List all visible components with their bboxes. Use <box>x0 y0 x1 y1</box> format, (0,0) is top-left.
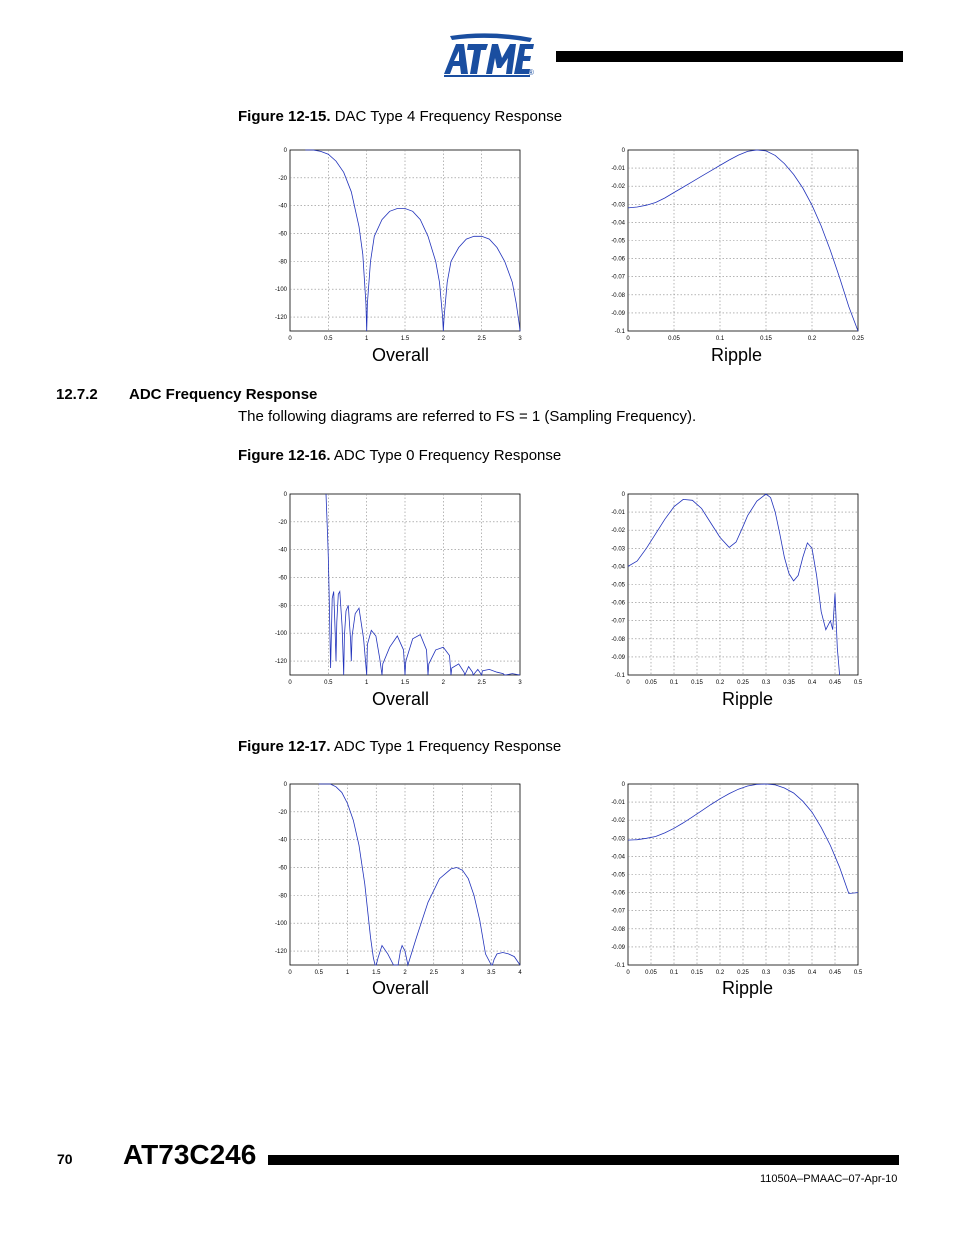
plot-adc1-overall <box>270 778 524 979</box>
x-tick-label: 1.5 <box>400 680 410 686</box>
plot-adc0-ripple <box>600 488 862 689</box>
atmel-logo <box>440 32 540 80</box>
chart-svg <box>600 488 862 689</box>
y-tick-label: -80 <box>278 893 287 900</box>
x-tick-label: 4 <box>518 970 522 976</box>
y-tick-label: -120 <box>274 949 287 956</box>
x-tick-label: 0 <box>626 680 630 686</box>
x-tick-label: 0.3 <box>761 680 771 686</box>
figure-title: ADC Type 0 Frequency Response <box>333 447 562 464</box>
x-tick-label: 0.15 <box>760 336 772 342</box>
x-tick-label: 0 <box>288 336 292 342</box>
y-tick-label: 0 <box>621 148 625 154</box>
x-tick-label: 0.25 <box>852 336 864 342</box>
y-tick-label: 0 <box>283 148 287 154</box>
x-tick-label: 1 <box>364 680 369 686</box>
section-title: ADC Frequency Response <box>129 386 318 403</box>
plot-dac4-overall <box>270 144 524 345</box>
y-tick-label: 0 <box>621 782 625 788</box>
x-tick-label: 0.3 <box>761 970 771 976</box>
figure-label: Figure 12-15. <box>238 108 331 125</box>
y-tick-label: -60 <box>278 865 287 872</box>
section-intro: The following diagrams are referred to FS = 1 (Sampling Frequency). <box>238 408 697 425</box>
y-tick-label: -0.09 <box>611 654 625 661</box>
x-tick-label: 0 <box>626 336 630 342</box>
x-tick-label: 0 <box>288 680 292 686</box>
y-tick-label: -0.05 <box>611 238 625 245</box>
y-tick-label: -0.01 <box>611 510 625 517</box>
footer-rule <box>268 1155 899 1165</box>
y-tick-label: -100 <box>274 287 287 294</box>
figure-label: Figure 12-16. <box>238 447 331 464</box>
chart-svg <box>270 144 524 345</box>
plot-adc0-overall <box>270 488 524 689</box>
x-tick-label: 0.5 <box>853 680 863 686</box>
y-tick-label: -0.06 <box>611 600 625 607</box>
y-tick-label: -0.02 <box>611 528 625 535</box>
y-tick-label: -0.02 <box>611 184 625 191</box>
figure-title: DAC Type 4 Frequency Response <box>334 108 563 125</box>
y-tick-label: -0.1 <box>614 329 625 335</box>
x-tick-label: 0.25 <box>737 680 749 686</box>
y-tick-label: -0.01 <box>611 800 625 807</box>
plot-frame <box>290 150 520 331</box>
x-tick-label: 0.25 <box>737 970 749 976</box>
y-tick-label: 0 <box>283 492 287 498</box>
figure-label: Figure 12-17. <box>238 738 331 755</box>
x-tick-label: 0.5 <box>853 970 863 976</box>
chart-svg <box>600 778 862 979</box>
y-tick-label: -0.03 <box>611 836 625 843</box>
document-reference: 11050A–PMAAC–07-Apr-10 <box>760 1173 898 1185</box>
x-tick-label: 2 <box>441 680 446 686</box>
x-tick-label: 0.45 <box>829 680 841 686</box>
y-tick-label: -0.02 <box>611 818 625 825</box>
x-tick-label: 0.15 <box>691 970 703 976</box>
x-tick-label: 3.5 <box>487 970 496 976</box>
x-tick-label: 2 <box>441 336 446 342</box>
plot-caption-overall: Overall <box>372 689 430 709</box>
y-tick-label: -0.07 <box>611 618 625 625</box>
y-tick-label: -80 <box>278 259 287 266</box>
x-tick-label: 0.1 <box>715 336 725 342</box>
x-tick-label: 0.1 <box>669 970 679 976</box>
y-tick-label: -0.04 <box>611 564 625 571</box>
x-tick-label: 3 <box>518 336 522 342</box>
y-tick-label: -0.07 <box>611 908 625 915</box>
y-tick-label: -0.07 <box>611 274 625 281</box>
section-heading <box>56 386 317 403</box>
x-tick-label: 0 <box>626 970 630 976</box>
y-tick-label: -20 <box>278 809 287 816</box>
plot-caption-ripple: Ripple <box>722 689 774 709</box>
plot-frame <box>290 784 520 965</box>
x-tick-label: 3 <box>460 970 465 976</box>
y-tick-label: -0.06 <box>611 256 625 263</box>
x-tick-label: 1.5 <box>400 336 410 342</box>
y-tick-label: -20 <box>278 519 287 526</box>
plot-caption-ripple: Ripple <box>722 978 774 998</box>
plot-caption-ripple: Ripple <box>711 345 763 365</box>
plot-frame <box>628 150 858 331</box>
y-tick-label: -0.06 <box>611 890 625 897</box>
x-tick-label: 0.35 <box>783 970 795 976</box>
figure-title: ADC Type 1 Frequency Response <box>333 738 562 755</box>
y-tick-label: -0.04 <box>611 220 625 227</box>
y-tick-label: -100 <box>274 631 287 638</box>
y-tick-label: -0.03 <box>611 546 625 553</box>
y-tick-label: -0.09 <box>611 310 625 317</box>
plot-frame <box>290 494 520 675</box>
registered-mark: ® <box>528 68 534 77</box>
x-tick-label: 0.1 <box>669 680 679 686</box>
y-tick-label: -120 <box>274 659 287 666</box>
y-tick-label: -0.01 <box>611 166 625 173</box>
x-tick-label: 2.5 <box>477 336 486 342</box>
figure-caption-12-15 <box>238 108 562 125</box>
y-tick-label: -40 <box>278 203 287 210</box>
x-tick-label: 0.2 <box>715 680 725 686</box>
figure-caption-12-16 <box>238 447 561 464</box>
y-tick-label: -40 <box>278 547 287 554</box>
x-tick-label: 0.05 <box>645 680 657 686</box>
x-tick-label: 0.15 <box>691 680 703 686</box>
y-tick-label: -0.08 <box>611 636 625 643</box>
y-tick-label: -0.05 <box>611 872 625 879</box>
x-tick-label: 0.5 <box>314 970 323 976</box>
chart-svg <box>270 488 524 689</box>
x-tick-label: 0.05 <box>668 336 680 342</box>
y-tick-label: -0.08 <box>611 292 625 299</box>
page-number: 70 <box>57 1151 73 1167</box>
document-title: AT73C246 <box>123 1139 257 1170</box>
plot-caption-overall: Overall <box>372 345 430 365</box>
header-rule <box>556 51 903 62</box>
y-tick-label: -0.03 <box>611 202 625 209</box>
x-tick-label: 2.5 <box>429 970 438 976</box>
y-tick-label: -100 <box>274 921 287 928</box>
y-tick-label: -120 <box>274 315 287 322</box>
x-tick-label: 0.4 <box>807 680 817 686</box>
y-tick-label: -0.1 <box>614 673 625 679</box>
chart-svg <box>270 778 524 979</box>
x-tick-label: 0.05 <box>645 970 657 976</box>
plot-frame <box>628 784 858 965</box>
y-tick-label: 0 <box>621 492 625 498</box>
plot-frame <box>628 494 858 675</box>
atmel-logo-graphic <box>440 32 540 80</box>
x-tick-label: 0.2 <box>807 336 817 342</box>
x-tick-label: 0 <box>288 970 292 976</box>
y-tick-label: -80 <box>278 603 287 610</box>
y-tick-label: -0.1 <box>614 963 625 969</box>
y-tick-label: -60 <box>278 575 287 582</box>
x-tick-label: 0.5 <box>324 680 333 686</box>
x-tick-label: 2.5 <box>477 680 486 686</box>
y-tick-label: -20 <box>278 175 287 182</box>
plot-caption-overall: Overall <box>372 978 430 998</box>
x-tick-label: 1 <box>364 336 369 342</box>
x-tick-label: 0.4 <box>807 970 817 976</box>
y-tick-label: -0.04 <box>611 854 625 861</box>
x-tick-label: 2 <box>403 970 407 976</box>
plot-adc1-ripple <box>600 778 862 979</box>
x-tick-label: 0.2 <box>715 970 725 976</box>
section-number: 12.7.2 <box>56 386 98 403</box>
x-tick-label: 1 <box>345 970 350 976</box>
x-tick-label: 0.35 <box>783 680 795 686</box>
y-tick-label: 0 <box>283 782 287 788</box>
x-tick-label: 0.45 <box>829 970 841 976</box>
figure-caption-12-17 <box>238 738 561 755</box>
y-tick-label: -0.09 <box>611 944 625 951</box>
x-tick-label: 1.5 <box>372 970 381 976</box>
plot-dac4-ripple <box>600 144 862 345</box>
chart-svg <box>600 144 862 345</box>
y-tick-label: -0.08 <box>611 926 625 933</box>
x-tick-label: 3 <box>518 680 522 686</box>
y-tick-label: -60 <box>278 231 287 238</box>
x-tick-label: 0.5 <box>324 336 333 342</box>
y-tick-label: -0.05 <box>611 582 625 589</box>
y-tick-label: -40 <box>278 837 287 844</box>
